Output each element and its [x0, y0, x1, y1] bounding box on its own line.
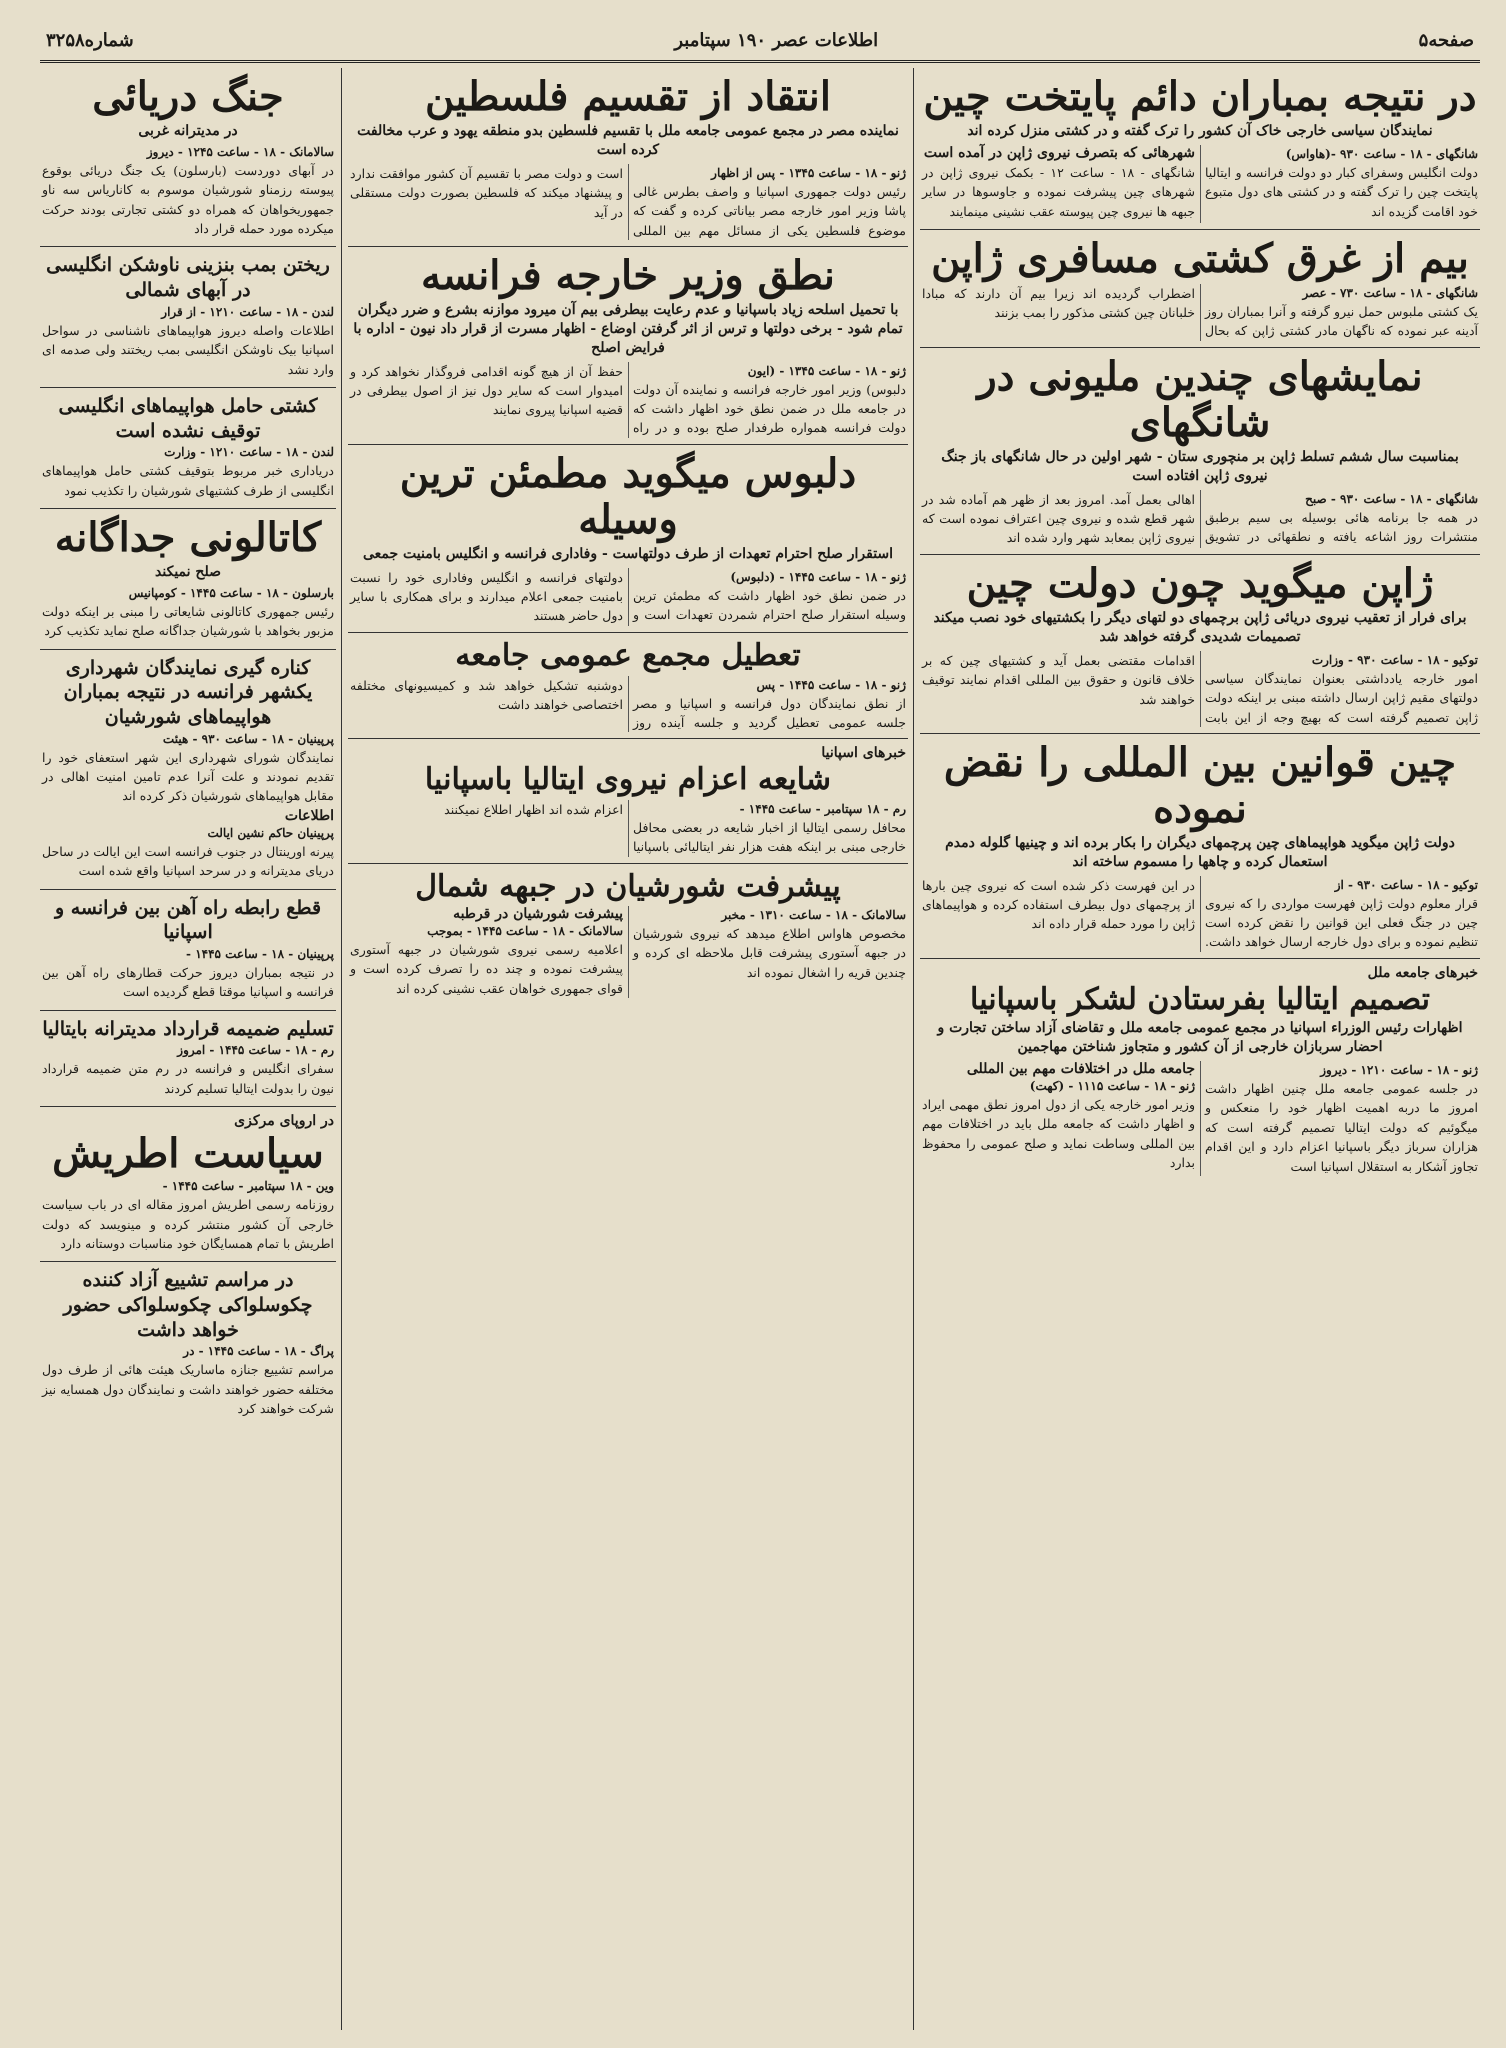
headline: چین قوانین بین المللی را نقض نموده [943, 738, 1457, 832]
article-body: اطلاعات واصله دیروز هواپیماهای ناشناسی در سواحل اسپانیا بیک ناوشکن انگلیسی بمب ریختند ولی صدمه ای وارد نشد [42, 322, 334, 377]
article-china-capital [920, 68, 1480, 230]
article-mediterranean [40, 1011, 336, 1107]
masthead [40, 20, 1480, 63]
headline: سیاست اطریش [52, 1130, 324, 1178]
dateline: بارسلون - ۱۸ - ساعت ۱۴۴۵ - کومپانیس [128, 585, 334, 600]
kicker: اطلاعات [284, 807, 334, 824]
dateline: وین - ۱۸ سپتامبر - ساعت ۱۴۴۵ - [162, 1179, 334, 1194]
article-railway [40, 890, 336, 1011]
subheadline: اظهارات رئیس الوزراء اسپانیا در مجمع عمومی جامعه ملل و تقاضای آزاد ساختن تجارت و احضار سربازان خارجی از آن کشور و متجاوز شناختن مهاجمین [937, 1020, 1463, 1056]
headline: پیشرفت شورشیان در جبهه شمال [415, 868, 841, 904]
dateline: توکیو - ۱۸ - ساعت ۹۳۰ - وزارت [1311, 652, 1478, 667]
subheadline: بمناسبت سال ششم تسلط ژاپن بر منچوری ستان - شهر اولین در حال شانگهای باز جنگ نیروی ژاپن افتاده است [941, 448, 1459, 484]
article-body: در آبهای دوردست (بارسلون) یک جنگ دریائی بوقوع پیوسته رزمناو شورشیان موسوم به کاناریاس سه ناو جمهوریخواهان که همراه دو کشتی تجارتی بودند حرکت میکرده مورد حمله قرار داد [42, 162, 334, 237]
headline: ریختن بمب بنزینی ناوشکن انگلیسی در آبهای شمالی [46, 254, 330, 302]
dateline: سالامانک - ۱۸ - ساعت ۱۲۴۵ - دیروز [146, 144, 334, 159]
article-british-destroyer [40, 247, 336, 388]
page-number: صفحه۵ [1418, 29, 1474, 51]
column-rule-2 [341, 68, 342, 2030]
article-body: اعلامیه رسمی نیروی شورشیان در جبهه آستوری پیشرفت نموده و چند ده را تصرف کرده است و قوای جمهوری خواهان عقب نشینی کرده اند [350, 942, 623, 996]
dateline: شانگهای - ۱۸ - ساعت ۷۳۰ - عصر [1302, 286, 1478, 301]
headline: کشتی حامل هواپیماهای انگلیسی توقیف نشده است [58, 394, 318, 442]
headline: نطق وزیر خارجه فرانسه [421, 251, 835, 299]
dateline: شانگهای - ۱۸ - ساعت ۹۳۰ - صبح [1305, 491, 1478, 506]
headline: تسلیم ضمیمه قرارداد مدیترانه بایتالیا [42, 1017, 334, 1040]
dateline: لندن - ۱۸ - ساعت ۱۲۱۰ - از قرار [161, 304, 334, 319]
headline: شایعه اعزام نیروی ایتالیا باسپانیا [424, 762, 832, 798]
article-italy-rumor [348, 739, 908, 863]
article-japan-ship [920, 230, 1480, 348]
article-body: دولت انگلیس وسفرای کبار دو دولت فرانسه و ایتالیا پایتخت چین را ترک گفته و در کشتی های دول متبوع خود اقامت گزیده اند [1205, 164, 1478, 219]
article-body: دریاداری خبر مربوط بتوقیف کشتی حامل هواپیماهای انگلیسی از طرف کشتیهای شورشیان را تکذیب نمود [42, 463, 334, 498]
article-aircraft-ship [40, 388, 336, 509]
column-middle [348, 68, 908, 2030]
dateline: توکیو - ۱۸ - ساعت ۹۳۰ - از [1334, 877, 1478, 892]
headline: در مراسم تشییع آزاد کننده چکوسلواکی چکوسلواکی حضور خواهد داشت [63, 1269, 313, 1341]
headline: بیم از غرق کشتی مسافری ژاپن [931, 235, 1469, 283]
newspaper-page [40, 20, 1480, 2030]
issue-number: شماره۳۲۵۸ [46, 29, 134, 51]
headline: در نتیجه بمباران دائم پایتخت چین [923, 73, 1477, 120]
dateline: پرپینیان - ۱۸ - ساعت ۱۴۴۵ - [186, 946, 334, 961]
subheadline: استقرار صلح احترام تعهدات از طرف دولتهاست - وفاداری فرانسه و انگلیس بامنیت جمعی [362, 545, 894, 562]
column-left [40, 68, 336, 2030]
article-perpignan [40, 650, 336, 890]
article-body: قرار معلوم دولت ژاپن فهرست مواردی را که نیروی چین در جنگ فعلی این قوانین را نقض کرده است تنظیم نموده و برای دول خارجه ارسال خواهد داشت. در این فهرست ذکر شده است که نیروی چین بارها از پرچمهای دول بیطرف استفاده کرده و هواپیماهای ژاپن را مورد حمله قرار داده اند [922, 877, 1478, 950]
article-naval-battle [40, 68, 336, 247]
article-catalonia [40, 509, 336, 650]
dateline: ژنو - ۱۸ - ساعت ۱۱۱۵ - (کهت) [1029, 1079, 1195, 1094]
article-body: محافل رسمی ایتالیا از اخبار شایعه در بعضی محافل خارجی مبنی بر اینکه هفت هزار نفر ایتالیائی باسپانیا اعزام شده اند اظهار اطلاع نمیکنند [444, 801, 906, 855]
column-rule-1 [913, 68, 914, 2030]
dateline: ژنو - ۱۸ - ساعت ۱۲۱۰ - دیروز [1320, 1063, 1478, 1078]
headline: تعطیل مجمع عمومی جامعه [455, 638, 801, 674]
kicker: پیشرفت شورشیان در قرطبه [453, 906, 623, 923]
article-body: در جلسه عمومی جامعه ملل چنین اظهار داشت امروز ما دربه اهمیت اظهار خود را منعکس و میگوئیم که دولت ایتالیا تصمیم گرفته است که هزاران سرباز دیگر باسپانیا اعزام دارد و این اقدام تجاوز آشکار به استقلال اسپانیا است [1205, 1081, 1478, 1174]
dateline: رم - ۱۸ سپتامبر - ساعت ۱۴۴۵ - [739, 801, 906, 816]
article-italy-spain [920, 959, 1480, 1182]
masthead-title: اطلاعات عصر ۱۹۰ سپتامبر [674, 29, 879, 51]
article-body: مخصوص هاواس اطلاع میدهد که نیروی شورشیان در جبهه آستوری پیشرفت قابل ملاحظه ای کرده و چندین قریه را اشغال نموده اند [633, 926, 906, 980]
article-body: یک کشتی ملبوس حمل نیرو گرفته و آنرا بمباران روز آدینه عبر نموده که ناگهان مادر کشتی ژاپن که بحال اضطراب گردیده اند زیرا بیم آن دارند که مبادا خلبانان چین کشتی مذکور را بمب بزنند [922, 286, 1478, 339]
article-assembly-closed [348, 633, 908, 739]
headline: قطع رابطه راه آهن بین فرانسه و اسپانیا [54, 896, 322, 944]
article-body: سفرای انگلیس و فرانسه در رم متن ضمیمه قرارداد نیون را بدولت ایتالیا تسلیم کردند [42, 1061, 334, 1096]
kicker: شهرهائی که بتصرف نیروی ژاپن در آمده است [923, 144, 1195, 161]
dateline: ژنو - ۱۸ - ساعت ۱۳۴۵ - پس از اظهار [711, 165, 906, 180]
article-czech [40, 1262, 336, 1426]
dateline: سالامانک - ۱۸ - ساعت ۱۳۱۰ - مخبر [721, 908, 906, 923]
subheadline: نمایندگان سیاسی خارجی خاک آن کشور را ترک گفته و در کشتی منزل کرده اند [967, 123, 1433, 139]
article-delbos [348, 445, 908, 633]
article-body: شانگهای - ۱۸ - ساعت ۱۲ - بکمک نیروی ژاپن در شهرهای چین پیشرفت نموده و جاوسوها در سایر جبهه ها نیروی چین پیوسته عقب نشینی مینمایند [922, 164, 1195, 219]
article-body: پیرنه اورینتال در جنوب فرانسه است این ایالت در ساحل دریای مدیترانه و در سرحد اسپانیا واقع شده است [42, 843, 334, 879]
subheadline: دولت ژاپن میگوید هواپیماهای چین پرچمهای دیگران را بکار برده اند و چینیها گلوله دمدم استعمال کرده و چاهها را مسموم ساخته اند [945, 834, 1455, 870]
headline: جنگ دریائی [92, 73, 284, 120]
article-palestine [348, 68, 908, 247]
article-shanghai [920, 348, 1480, 555]
dateline: پرپینیان - ۱۸ - ساعت ۹۳۰ - هیئت [162, 731, 334, 746]
article-body: روزنامه رسمی اطریش امروز مقاله ای در باب سیاست خارجی آن کشور منتشر کرده و مینویسد که دولت اطریش با تمام همسایگان خود مناسبات دوستانه دارد [42, 1197, 334, 1251]
dateline: ژنو - ۱۸ - ساعت ۱۳۴۵ - (ایون [747, 363, 906, 378]
article-japan-says [920, 555, 1480, 734]
dateline: شانگهای - ۱۸ - ساعت ۹۳۰ -(هاواس) [1285, 146, 1478, 161]
article-body: رئیس جمهوری کاتالونی شایعاتی را مبنی بر اینکه دولت مزبور بخواهد با شورشیان جداگانه صلح نماید تکذیب کرد [42, 603, 334, 639]
headline: انتقاد از تقسیم فلسطین [425, 73, 831, 120]
subheadline: با تحمیل اسلحه زیاد باسپانیا و عدم رعایت بیطرفی بیم آن میرود موازنه بشرع و ضرر دیگران تمام شود - برخی دولتها و ترس از اثر گرفتن اوضاع - اظهار مسرت از قرار داد نیون - اداره با فرایض اصلح [353, 301, 903, 356]
dateline: ژنو - ۱۸ - ساعت ۱۴۴۵ - (دلبوس) [730, 569, 906, 584]
headline: تصمیم ایتالیا بفرستادن لشکر باسپانیا [970, 981, 1430, 1017]
kicker: جامعه ملل در اختلافات مهم بین المللی [966, 1061, 1195, 1078]
article-body: امور خارجه یادداشتی بعنوان نمایندگان سیاسی دولتهای مقیم ژاپن ارسال داشته مبنی بر اینکه دولت ژاپن تصمیم گرفته است که بهیچ وجه از این بابت اقدامات مقتضی بعمل آید و کشتیهای چین که بر خلاف قانون و حقوق بین المللی اقدام نمایند توقیف خواهند شد [922, 652, 1478, 725]
dateline: سالامانک - ۱۸ - ساعت ۱۴۴۵ - بموجب [427, 924, 623, 939]
article-body: وزیر امور خارجه یکی از دول امروز نطق مهمی ایراد و اظهار داشت که جامعه ملل باید در اختلافات مهم بین المللی وساطت نماید و صلح عمومی را محفوظ بدارد [922, 1097, 1195, 1171]
article-body: از نطق نمایندگان دول فرانسه و اسپانیا و مصر جلسه عمومی تعطیل گردید و جلسه آینده روز دوشنبه تشکیل خواهد شد و کمیسیونهای مختلفه اختصاصی خواهند داشت [350, 677, 906, 730]
article-rebels-north [348, 864, 908, 1005]
article-body: نمایندگان شورای شهرداری این شهر استعفای خود را تقدیم نمودند و علت آنرا عدم تامین امنیت اهالی در مقابل هواپیماهای شورشیان ذکر کرده اند [42, 749, 334, 804]
dateline: ژنو - ۱۸ - ساعت ۱۴۴۵ - پس [756, 677, 906, 692]
article-austria [40, 1107, 336, 1262]
dateline: پرپینیان حاکم نشین ایالت [207, 825, 334, 840]
article-body: در ضمن نطق خود اظهار داشت که مطمئن ترین وسیله استقرار صلح احترام شمردن تعهدات است و دولتهای فرانسه و انگلیس وفاداری خود را نسبت بامنیت جمعی اعلام میدارند و برای همکاری با سایر دول حاضر هستند [350, 569, 906, 624]
subheadline: در مدیترانه غربی [138, 123, 238, 139]
section-kicker: خبرهای اسپانیا [821, 745, 906, 762]
subheadline: نماینده مصر در مجمع عمومی جامعه ملل با تقسیم فلسطین بدو منطقه یهود و عرب مخالفت کرده است [357, 123, 899, 158]
subheadline: برای فرار از تعقیب نیروی دریائی ژاپن برچمهای دو لتهای دیگر را بکشتیهای خود نصب میکند تصمیمات شدیدی گرفته خواهد شد [933, 609, 1467, 645]
headline: کناره گیری نمایندگان شهرداری یکشهر فرانسه در نتیجه بمباران هواپیماهای شورشیان [63, 656, 313, 729]
headline: کاتالونی جداگانه [54, 514, 322, 562]
dateline: پراگ - ۱۸ - ساعت ۱۴۴۵ - در [183, 1344, 334, 1359]
section-kicker: در اروپای مرکزی [234, 1113, 334, 1130]
article-china-laws [920, 734, 1480, 959]
section-kicker: خبرهای جامعه ملل [1367, 964, 1478, 981]
article-body: رئیس دولت جمهوری اسپانیا و واصف بطرس غالی پاشا وزیر امور خارجه مصر بیاناتی کرده و گفت که موضوع فلسطین یکی از مسائل مهم بین المللی است و دولت مصر با تقسیم آن کشور موافقت ندارد و پیشنهاد میکند که فلسطین بصورت دولت مستقلی در آید [350, 165, 906, 238]
article-body: مراسم تشییع جنازه ماساریک هیئت هائی از طرف دول مختلفه حضور خواهند داشت و نمایندگان دول همسایه نیز شرکت خواهند کرد [41, 1362, 334, 1417]
column-right [920, 68, 1480, 2030]
headline: ژاپن میگوید چون دولت چین [966, 559, 1434, 607]
article-body: در نتیجه بمباران دیروز حرکت قطارهای راه آهن بین فرانسه و اسپانیا موقتا قطع گردیده است [42, 964, 334, 1000]
article-france-speech [348, 247, 908, 445]
article-body: در همه جا برنامه هائی بوسیله بی سیم برطبق منتشرات روز اشاعه یافته و نطقهائی در تشویق اهالی بعمل آمد. امروز بعد از ظهر هم آماده شد در شهر قطع شده و نیروی چین اعتراف نموده است که نیروی ژاپن بمعابد شهر وارد شده اند [922, 491, 1478, 546]
headline: نمایشهای چندین ملیونی در شانگهای [977, 352, 1423, 446]
dateline: رم - ۱۸ - ساعت ۱۴۴۵ - امروز [177, 1043, 334, 1058]
subheadline: صلح نمیکند [155, 564, 221, 581]
dateline: لندن - ۱۸ - ساعت ۱۲۱۰ - وزارت [164, 445, 334, 460]
article-body: دلبوس) وزیر امور خارجه فرانسه و نماینده آن دولت در جامعه ملل در ضمن نطق خود اظهار داشت که دولت فرانسه همواره طرفدار صلح بوده و در راه حفظ آن از هیچ گونه اقدامی فروگذار نخواهد کرد و امیدوار است که سایر دول نیز از اصول بیطرفی در قضیه اسپانیا پیروی نمایند [350, 363, 906, 436]
headline: دلبوس میگوید مطمئن ترین وسیله [399, 449, 857, 543]
